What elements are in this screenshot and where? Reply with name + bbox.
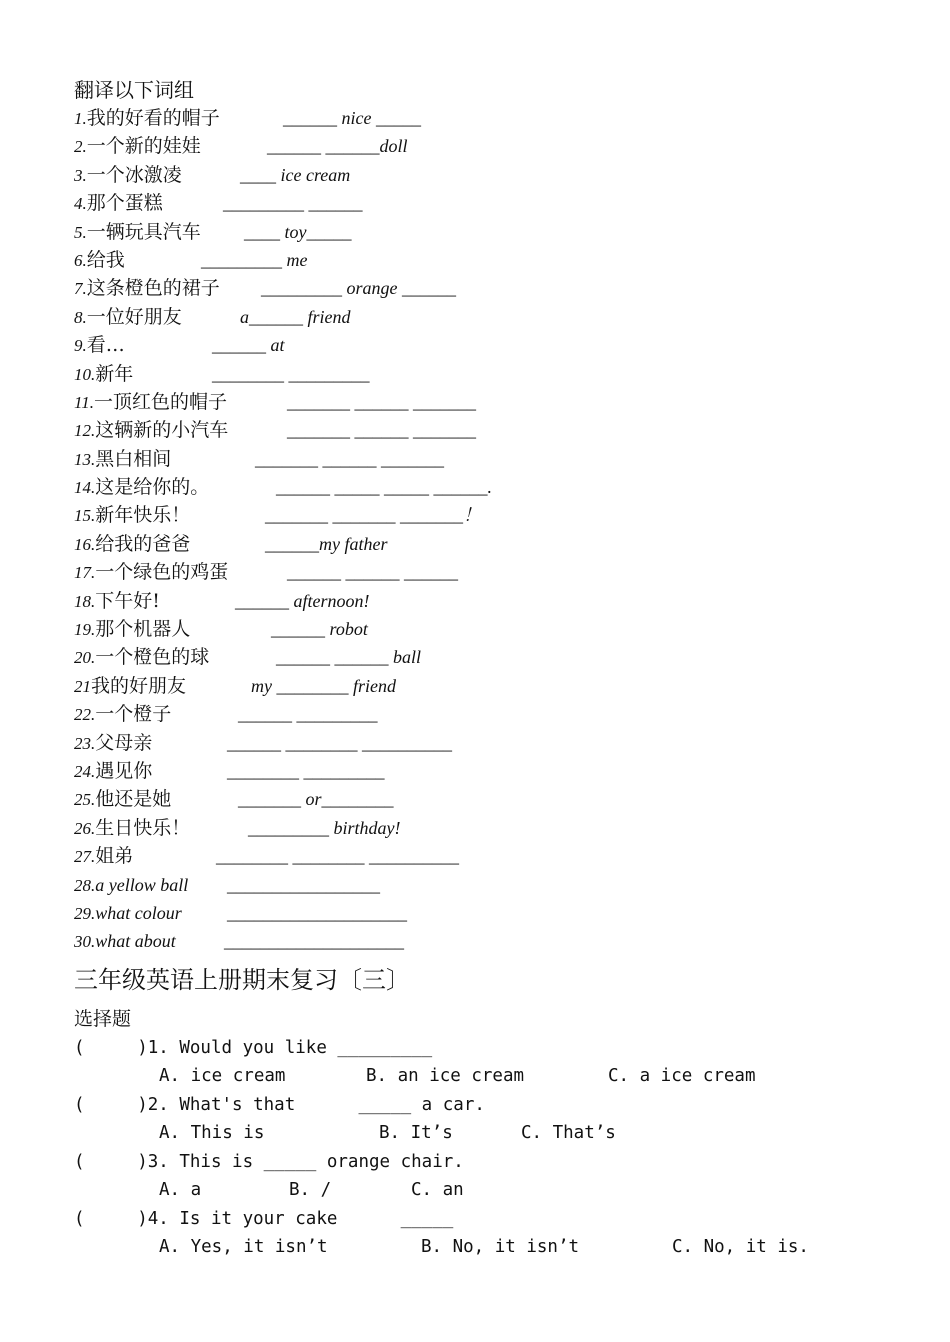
choice-option[interactable]: C. an xyxy=(411,1180,464,1201)
item-prompt: 他还是她 xyxy=(95,788,172,811)
item-prompt: 看… xyxy=(86,334,125,357)
translation-item xyxy=(74,615,894,643)
choice-question[interactable]: ( )1. Would you like _________ xyxy=(74,1037,433,1058)
item-number: 23. xyxy=(74,733,96,753)
choice-question[interactable]: ( )2. What's that _____ a car. xyxy=(74,1094,485,1115)
item-prompt: 那个机器人 xyxy=(95,618,191,641)
item-number: 19. xyxy=(74,620,96,640)
item-prompt: 一辆玩具汽车 xyxy=(86,220,201,243)
worksheet-page xyxy=(74,76,894,1262)
answer-blank[interactable]: ______ ______doll xyxy=(267,136,408,157)
choice-option[interactable]: A. This is xyxy=(159,1123,265,1144)
answer-blank[interactable]: my ________ friend xyxy=(251,675,396,696)
answer-blank[interactable]: ______ nice _____ xyxy=(283,108,421,128)
item-number: 8. xyxy=(74,307,87,327)
item-prompt: 一位好朋友 xyxy=(86,305,182,328)
answer-blank[interactable]: ____ toy_____ xyxy=(244,221,352,242)
answer-blank[interactable]: ________ ________ __________ xyxy=(216,846,459,867)
answer-blank[interactable]: _________ me xyxy=(201,249,308,270)
item-number: 1. xyxy=(74,109,87,128)
item-prompt: a yellow ball xyxy=(95,874,189,895)
translation-item xyxy=(74,501,894,529)
translation-item xyxy=(74,842,894,870)
choice-options xyxy=(74,1062,894,1091)
item-number: 7. xyxy=(74,279,87,299)
item-number: 3. xyxy=(74,165,87,185)
answer-blank[interactable]: a______ friend xyxy=(240,306,351,327)
translation-item xyxy=(74,331,894,359)
translation-item xyxy=(74,927,894,955)
translation-item xyxy=(74,360,894,388)
translation-item xyxy=(74,757,894,785)
translation-item xyxy=(74,643,894,671)
item-prompt: 给我 xyxy=(86,248,125,271)
answer-blank[interactable]: ____ ice cream xyxy=(240,164,351,185)
answer-blank[interactable]: _________ birthday! xyxy=(248,817,401,838)
item-number: 17. xyxy=(74,563,96,583)
translation-item xyxy=(74,445,894,473)
item-prompt: 我的好看的帽子 xyxy=(86,107,220,129)
item-number: 22. xyxy=(74,705,96,725)
choice-option[interactable]: C. No, it is. xyxy=(672,1237,809,1258)
translation-item xyxy=(74,104,894,132)
translation-item xyxy=(74,700,894,728)
answer-blank[interactable]: ______ robot xyxy=(271,619,368,640)
translation-item xyxy=(74,729,894,757)
item-prompt: 父母亲 xyxy=(95,731,153,754)
translation-item xyxy=(74,473,894,501)
answer-blank[interactable]: ______ ______ ______ xyxy=(287,562,458,583)
item-number: 10. xyxy=(74,364,96,384)
item-number: 14. xyxy=(74,478,96,498)
translation-item xyxy=(74,558,894,586)
item-prompt: what about xyxy=(95,931,176,952)
item-number: 4. xyxy=(74,194,87,214)
translation-item xyxy=(74,246,894,274)
item-number: 26. xyxy=(74,818,96,838)
item-prompt: 遇见你 xyxy=(95,759,153,782)
choice-option[interactable]: C. a ice cream xyxy=(608,1066,756,1087)
item-number: 12. xyxy=(74,421,96,441)
item-prompt: 这辆新的小汽车 xyxy=(95,419,229,442)
item-prompt: 一个绿色的鸡蛋 xyxy=(95,561,229,584)
answer-blank[interactable]: _______ ______ _______ xyxy=(287,420,476,441)
item-prompt: 姐弟 xyxy=(95,845,134,868)
answer-blank[interactable]: ______ afternoon! xyxy=(235,590,370,611)
choice-option[interactable]: A. ice cream xyxy=(159,1066,286,1087)
choice-option[interactable]: B. an ice cream xyxy=(366,1066,525,1087)
item-prompt: 生日快乐！ xyxy=(95,816,191,839)
item-number: 25. xyxy=(74,790,96,810)
item-number: 24. xyxy=(74,761,96,781)
item-prompt: 一个橙子 xyxy=(95,703,172,726)
item-number: 2. xyxy=(74,137,87,157)
answer-blank[interactable]: ________ _________ xyxy=(212,363,370,384)
item-prompt: 一个橙色的球 xyxy=(95,646,210,669)
answer-blank[interactable]: ______ ______ ball xyxy=(276,647,422,668)
item-number: 27. xyxy=(74,847,96,867)
section1-heading: 翻译以下词组 xyxy=(74,78,194,102)
translation-item xyxy=(74,530,894,558)
item-number: 29. xyxy=(74,903,96,923)
choice-options xyxy=(74,1233,894,1262)
answer-blank[interactable]: ____________________ xyxy=(224,931,404,952)
translation-item xyxy=(74,388,894,416)
translation-item xyxy=(74,189,894,217)
item-prompt: 一个冰激凌 xyxy=(86,163,182,186)
answer-blank[interactable]: ______ _____ _____ ______. xyxy=(276,477,492,498)
choice-option[interactable]: A. a xyxy=(159,1180,202,1201)
translation-item xyxy=(74,161,894,189)
answer-blank[interactable]: _________________ xyxy=(227,874,380,895)
choice-option[interactable]: B. / xyxy=(289,1180,332,1201)
translation-item xyxy=(74,785,894,813)
item-number: 18. xyxy=(74,591,96,611)
item-number: 20. xyxy=(74,648,96,668)
translation-item xyxy=(74,218,894,246)
choice-question[interactable]: ( )4. Is it your cake _____ xyxy=(74,1208,454,1229)
item-prompt: 新年 xyxy=(95,362,134,385)
choice-option[interactable]: A. Yes, it isn’t xyxy=(159,1237,328,1258)
choice-options xyxy=(74,1119,894,1148)
item-prompt: 黑白相间 xyxy=(95,447,172,470)
translation-item xyxy=(74,303,894,331)
choice-option[interactable]: B. No, it isn’t xyxy=(421,1237,580,1258)
translation-item xyxy=(74,132,894,160)
item-number: 21 xyxy=(74,676,91,696)
item-number: 28. xyxy=(74,875,96,895)
item-prompt: 我的好朋友 xyxy=(91,674,187,697)
item-prompt: 那个蛋糕 xyxy=(86,192,163,215)
item-number: 9. xyxy=(74,336,87,356)
translation-item xyxy=(74,899,894,927)
translation-item xyxy=(74,672,894,700)
answer-blank[interactable]: _______ _______ _______！ xyxy=(265,505,481,526)
review-title: 三年级英语上册期末复习〔三〕 xyxy=(74,965,410,994)
item-number: 6. xyxy=(74,250,87,270)
answer-blank[interactable]: _______ ______ _______ xyxy=(255,448,444,469)
answer-blank[interactable]: _________ ______ xyxy=(223,193,363,214)
answer-blank[interactable]: ______my father xyxy=(265,533,388,554)
item-prompt: 这条橙色的裙子 xyxy=(86,277,220,300)
answer-blank[interactable]: ______ at xyxy=(212,335,285,356)
answer-blank[interactable]: _______ or________ xyxy=(238,789,394,810)
choice-options xyxy=(74,1176,894,1205)
choice-questions xyxy=(74,1034,894,1262)
item-number: 30. xyxy=(74,932,96,952)
item-prompt: what colour xyxy=(95,902,182,923)
item-number: 5. xyxy=(74,222,87,242)
item-prompt: 一个新的娃娃 xyxy=(86,135,201,158)
choice-question[interactable]: ( )3. This is _____ orange chair. xyxy=(74,1151,464,1172)
choice-section-label: 选择题 xyxy=(74,1007,132,1030)
item-number: 13. xyxy=(74,449,96,469)
item-number: 16. xyxy=(74,534,96,554)
item-prompt: 给我的爸爸 xyxy=(95,532,191,555)
translation-list xyxy=(74,104,894,956)
answer-blank[interactable]: ______ ________ __________ xyxy=(227,732,452,753)
answer-blank[interactable]: _______ ______ _______ xyxy=(287,391,476,412)
translation-item xyxy=(74,814,894,842)
item-prompt: 下午好! xyxy=(95,589,160,612)
item-number: 11. xyxy=(74,392,94,412)
choice-option[interactable]: C. That’s xyxy=(521,1123,616,1144)
item-prompt: 这是给你的。 xyxy=(95,476,210,499)
item-prompt: 一顶红色的帽子 xyxy=(94,390,228,413)
translation-item xyxy=(74,587,894,615)
answer-blank[interactable]: ____________________ xyxy=(227,902,407,923)
translation-item xyxy=(74,871,894,899)
answer-blank[interactable]: ______ _________ xyxy=(238,704,378,725)
translation-item xyxy=(74,274,894,302)
choice-option[interactable]: B. It’s xyxy=(379,1123,453,1144)
answer-blank[interactable]: _________ orange ______ xyxy=(261,278,456,299)
item-number: 15. xyxy=(74,506,96,526)
translation-item xyxy=(74,416,894,444)
answer-blank[interactable]: ________ _________ xyxy=(227,760,385,781)
item-prompt: 新年快乐！ xyxy=(95,504,191,527)
